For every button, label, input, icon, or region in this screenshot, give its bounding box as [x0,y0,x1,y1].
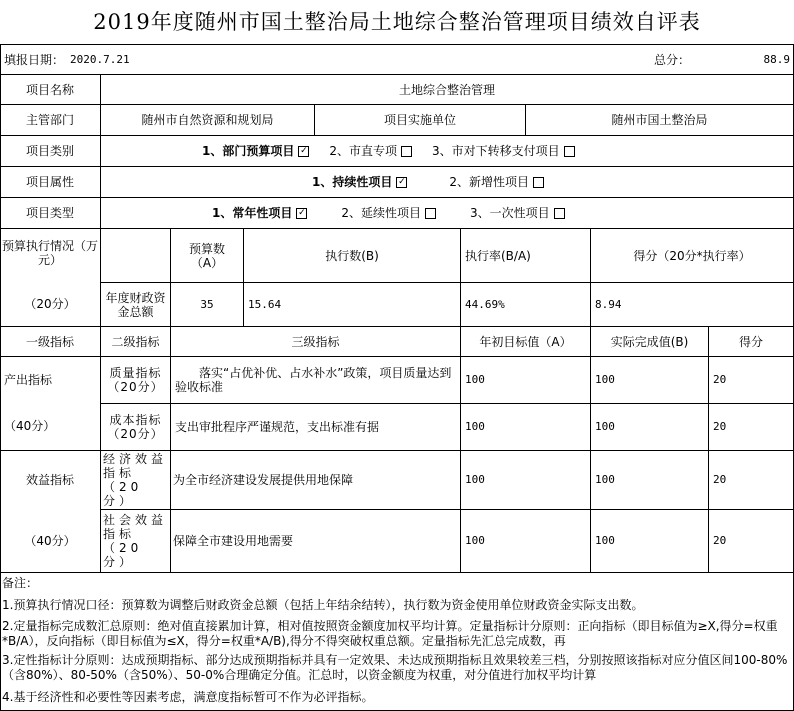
fill-date [0,45,240,74]
type-options [200,198,790,228]
indicator-l3: 落实“占优补优、占水补水”政策，项目质量达到验收标准 [175,366,452,394]
checkbox-checked-icon[interactable]: ✓ [298,207,306,218]
col-rate-header: 执行率(B/A) [465,248,531,263]
indicator-actual: 100 [595,473,615,486]
effect-group-name: 效益指标 [25,473,74,487]
checkbox-icon[interactable] [401,146,412,157]
rule [0,572,794,573]
col-points-header: 得分（20分*执行率） [633,248,751,263]
indicator-target: 100 [465,473,485,486]
attribute-options [300,167,790,197]
header-actual: 实际完成值(B) [610,334,689,349]
indicator-l2: 成本指标（20分） [107,413,164,441]
checkbox-icon[interactable] [554,208,565,219]
indicator-score: 20 [713,373,727,386]
indicator-score: 20 [713,534,727,547]
dept-label: 主管部门 [25,113,74,127]
output-group-name: 产出指标 [4,373,53,387]
indicator-actual: 100 [595,420,615,433]
col-budget-header: 预算数（A） [188,241,225,270]
attribute-label: 项目属性 [25,175,74,189]
note-item: 4.基于经济性和必要性等因素考虑，满意度指标暂可不作为必评指标。 [2,690,374,704]
budget-score: （20分） [24,297,76,311]
output-group-score: （40分） [4,419,56,433]
type-option: 3、一次性项目 [470,206,569,220]
indicator-score: 20 [713,420,727,433]
indicator-l2: 社会效益指标（20分） [103,513,168,569]
attribute-option: 1、持续性项目 ✓ [312,175,406,189]
project-name-value: 土地综合整治管理 [398,82,495,97]
indicator-l3: 为全市经济建设发展提供用地保障 [173,473,354,487]
category-option: 2、市直专项 [329,144,416,158]
note-item: 2.定量指标完成数汇总原则：绝对值直接累加计算，相对值按照资金额度加权平均计算。定量指标计分原则：正向指标（即目标值为≥X,得分=权重*B/A），反向指标（即目标值为≤X，得分=权重*A/B),得分不得突破权重总额。定量指标先汇总完成数，再 [2,619,778,648]
indicator-l3: 支出审批程序严谨规范，支出标准有据 [175,420,380,434]
indicator-target: 100 [465,420,485,433]
checkbox-checked-icon[interactable]: ✓ [300,145,308,156]
note-item: 3.定性指标计分原则：达成预期指标、部分达成预期指标并具有一定效果、未达成预期指标且效果较差三档，分别按照该指标对应分值区间100-80%（含80%）、80-50%（含50%）、50-0%合理确定分值。汇总时，以资金额度为权重，对分值进行加权平均计算 [2,653,788,682]
header-level2: 二级指标 [111,334,160,349]
exec-value: 15.64 [248,297,282,311]
category-option: 1、部门预算项目 ✓ [202,144,308,158]
col-exec-header: 执行数(B) [325,248,379,263]
checkbox-icon[interactable] [564,146,575,157]
effect-group-score: （40分） [24,534,76,548]
checkbox-icon[interactable] [533,177,544,188]
header-level3: 三级指标 [291,334,340,349]
notes-heading: 备注： [2,576,39,590]
type-option: 2、延续性项目 [341,206,440,220]
project-name-label: 项目名称 [25,82,74,97]
dept-value: 随州市自然资源和规划局 [141,113,274,127]
indicator-target: 100 [465,373,485,386]
rate-value: 44.69% [465,297,505,311]
category-label: 项目类别 [25,144,74,158]
type-label: 项目类型 [25,206,74,220]
category-options [190,136,790,166]
indicator-l3: 保障全市建设用地需要 [173,534,294,548]
indicator-l2: 经济效益指标（20分） [103,452,168,508]
indicator-target: 100 [465,534,485,547]
fill-date-value: 2020.7.21 [70,52,130,66]
budget-label: 预算执行情况（万元） [2,239,98,267]
checkbox-icon[interactable] [425,208,436,219]
checkbox-checked-icon[interactable]: ✓ [398,176,406,187]
fill-date-label: 填报日期： [4,52,65,67]
note-item: 1.预算执行情况口径：预算数为调整后财政资金总额（包括上年结余结转），执行数为资金使用单位财政资金实际支出数。 [2,598,644,612]
indicator-actual: 100 [595,534,615,547]
budget-value: 35 [200,297,214,311]
header-level1: 一级指标 [25,334,74,349]
points-value: 8.94 [595,297,622,311]
type-option: 1、常年性项目 ✓ [212,206,306,220]
indicator-actual: 100 [595,373,615,386]
total-score-label: 总分： [654,52,691,67]
impl-label: 项目实施单位 [383,113,456,127]
total-score-value: 88.9 [763,52,790,66]
attribute-option: 2、新增性项目 [449,175,548,189]
form-title: 2019年度随州市国土整治局土地综合整治管理项目绩效自评表 [93,10,701,34]
indicator-score: 20 [713,473,727,486]
budget-item-label: 年度财政资金总额 [105,290,166,319]
category-option: 3、市对下转移支付项目 [432,144,579,158]
header-target: 年初目标值（A） [479,334,572,349]
header-score: 得分 [738,334,763,349]
impl-value: 随州市国土整治局 [611,113,708,127]
indicator-l2: 质量指标（20分） [107,366,164,394]
